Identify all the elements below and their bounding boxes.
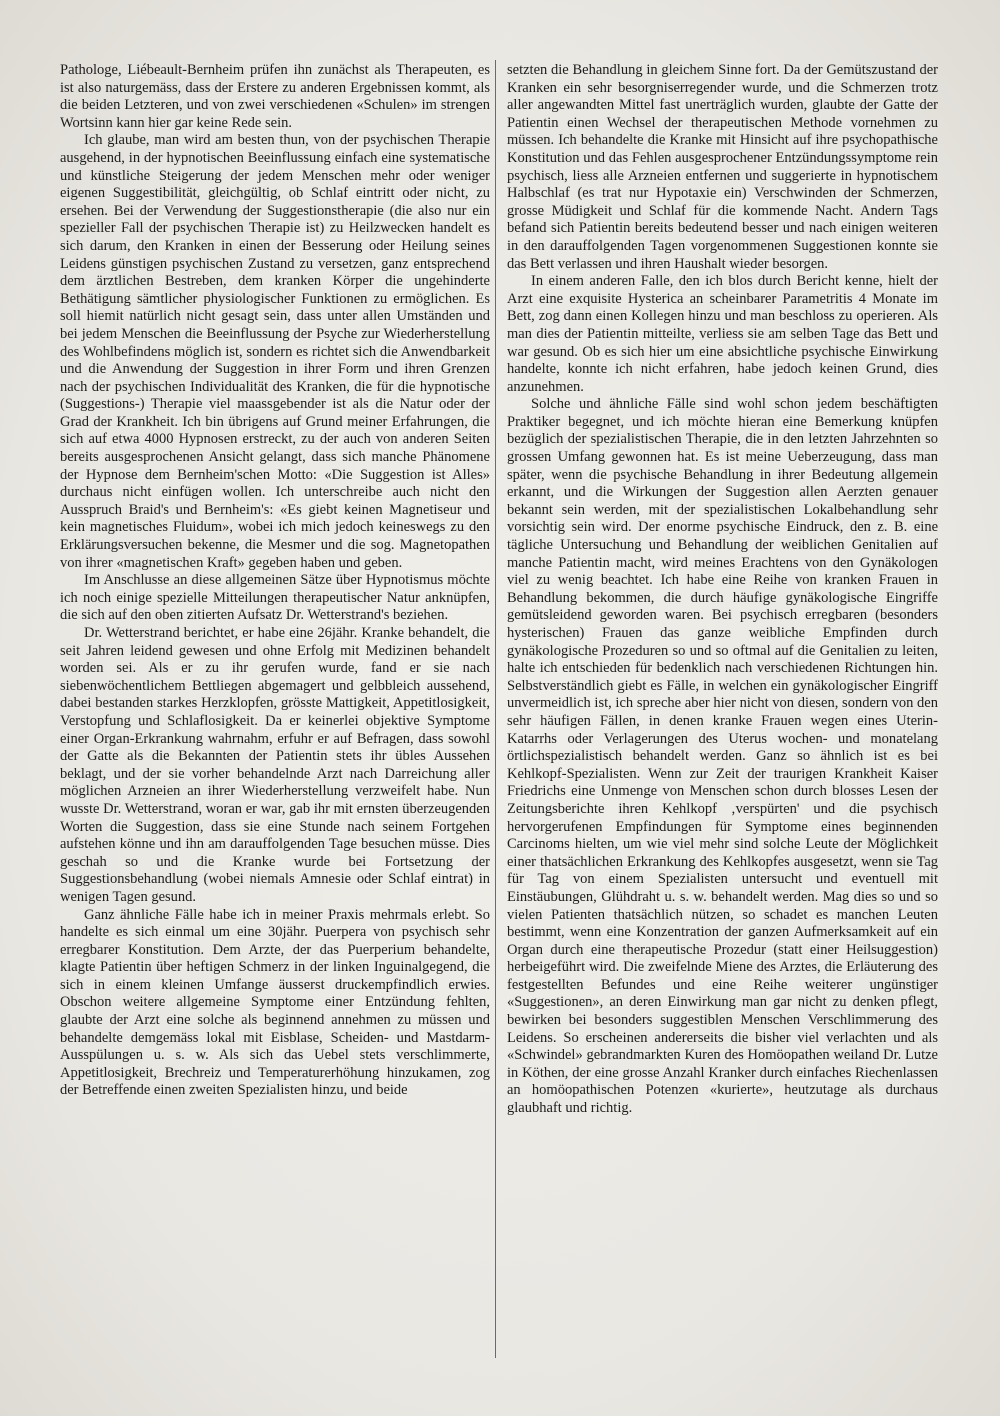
paragraph: Ganz ähnliche Fälle habe ich in meiner Praxis mehrmals erlebt. So handelte es sich einmal um eine 30jähr. Puerpera von psychisch sehr erregbarer Konstitution. Dem Arzte, der das Puerperium behandelte, klagte Patientin über heftigen Schmerz in der linken Inguinalgegend, die sich in einem kleinen Umfange äusserst druckempfindlich erwies. Obschon weitere allgemeine Symptome einer Entzündung fehlten, glaubte der Arzt eine solche als beginnend annehmen zu müssen und behandelte demgemäss lokal mit Eisblase, Scheiden- und Mastdarm-Ausspülungen u. s. w. Als sich das Uebel stets verschlimmerte, Appetitlosigkeit, Brechreiz und Temperaturerhöhung hinzukamen, zog der Betreffende einen zweiten Spezialisten hinzu, und beide (60, 906, 490, 1099)
paragraph: Solche und ähnliche Fälle sind wohl schon jedem beschäftigten Praktiker begegnet, und ich möchte hieran eine Bemerkung knüpfen bezüglich der spezialistischen Therapie, die in den letzten Jahrzehnten so grossen Umfang gewonnen hat. Es ist meine Ueberzeugung, dass man später, wenn die psychische Behandlung in ihrer Bedeutung allgemein erkannt, und die Wirkungen der Suggestion allen Aerzten genauer bekannt sein werden, mit der spezialistischen Lokalbehandlung sehr vorsichtig sein wird. Der enorme psychische Eindruck, den z. B. eine tägliche Untersuchung und Behandlung der weiblichen Genitalien auf manche Patientin macht, wird meines Erachtens von den Gynäkologen viel zu wenig beachtet. Ich habe eine Reihe von kranken Frauen in Behandlung bekommen, die durch häufige gynäkologische Eingriffe gemütsleidend geworden waren. Bei psychisch erregbaren (besonders hysterischen) Frauen das ganze weibliche Empfinden durch gynäkologische Prozeduren so und so oftmal auf die Genitalien zu leiten, halte ich entschieden für bedenklich nach verschiedenen Richtungen hin. Selbstverständlich giebt es Fälle, in welchen ein gynäkologischer Eingriff unvermeidlich ist, ich spreche aber hier nicht von diesen, sondern von den sehr häufigen Fällen, in denen kranke Frauen wegen eines Uterin-Katarrhs oder Verlagerungen des Uterus wochen- und monatelang örtlichspezialistisch behandelt werden. Ganz so ähnlich ist es bei Kehlkopf-Spezialisten. Wenn zur Zeit der traurigen Krankheit Kaiser Friedrichs eine Unmenge von Menschen schon durch blosses Lesen der Zeitungsberichte ihren Kehlkopf ‚verspürten' und die psychisch hervorgerufenen Empfindungen für Symptome eines beginnenden Carcinoms hielten, um wie viel mehr sind solche Leute der Möglichkeit einer thatsächlichen Erkrankung des Kehlkopfes ausgesetzt, wenn sie Tag für Tag von einem Spezialisten untersucht und eventuell mit Einstäubungen, Glühdraht u. s. w. behandelt werden. Mag dies so und so vielen Patienten thatsächlich nützen, so schadet es manchen Leuten bestimmt, wenn eine Konzentration der ganzen Aufmerksamkeit auf ein Organ durch eine therapeutische Prozedur (statt einer Heilsuggestion) herbeigeführt wird. Die zweifelnde Miene des Arztes, die Erläuterung des festgestellten Befundes und eine Reihe weiterer ungünstiger «Suggestionen», an deren Einwirkung man gar nicht zu denken pflegt, bewirken bei besonders suggestiblen Menschen Verschlimmerung des Leidens. So erscheinen andererseits die bisher viel verlachten und als «Schwindel» gebrandmarkten Kuren des Homöopathen weiland Dr. Lutze in Köthen, der eine grosse Anzahl Kranker durch einfaches Riechenlassen an homöopathischen Potenzen «kurierte», heutzutage als durchaus glaubhaft und richtig. (507, 396, 938, 1117)
column-divider (495, 60, 496, 1358)
right-column (507, 62, 938, 1118)
paragraph: Dr. Wetterstrand berichtet, er habe eine 26jähr. Kranke behandelt, die seit Jahren leidend gewesen und ohne Erfolg mit Medizinen behandelt worden sei. Als er zu ihr gerufen wurde, fand er sie nach siebenwöchentlichem Bettliegen abgemagert und gelbbleich aussehend, dabei bestanden starkes Herzklopfen, grösste Mattigkeit, Appetitlosigkeit, Verstopfung und Schlaflosigkeit. Da er keinerlei objektive Symptome einer Organ-Erkrankung wahrnahm, erfuhr er auf Befragen, dass sowohl der Gatte als die Bekannten der Patientin stets ihr übles Aussehen beklagt, und der sie vorher behandelnde Arzt nach Darreichung aller möglichen Arzneien an ihrer Wiederherstellung verzweifelt habe. Nun wusste Dr. Wetterstrand, woran er war, gab ihr mit ernsten überzeugenden Worten die Suggestion, dass sie eine Stunde nach seinem Fortgehen aufstehen könne und ihn am darauffolgenden Tage besuchen müsse. Dies geschah so und die Kranke wurde bei Fortsetzung der Suggestionsbehandlung (wobei niemals Amnesie oder Schlaf eintrat) in wenigen Tagen gesund. (60, 625, 490, 905)
paragraph: Pathologe, Liébeault-Bernheim prüfen ihn zunächst als Therapeuten, es ist also naturgemäss, dass der Erstere zu anderen Ergebnissen kommt, als die beiden Letzteren, und von zwei verschiedenen «Schulen» im strengen Wortsinn kann hier gar keine Rede sein. (60, 62, 490, 131)
paragraph: In einem anderen Falle, den ich blos durch Bericht kenne, hielt der Arzt eine exquisite Hysterica an scheinbarer Parametritis 4 Monate im Bett, zog dann einen Kollegen hinzu und man beschloss zu operieren. Als man dies der Patientin mitteilte, verliess sie am selben Tage das Bett und war gesund. Ob es sich hier um eine absichtliche psychische Einwirkung handelte, konnte ich nicht erfahren, habe jedoch keinen Grund, dies anzunehmen. (507, 273, 938, 395)
paragraph: Ich glaube, man wird am besten thun, von der psychischen Therapie ausgehend, in der hypnotischen Beeinflussung einfach eine systematische und künstliche Steigerung der jedem Menschen mehr oder weniger eigenen Suggestibilität, gleichgültig, ob Schlaf eintritt oder nicht, zu ersehen. Bei der Verwendung der Suggestionstherapie (die also nur ein spezieller Fall der psychischen Therapie ist) zu Heilzwecken handelt es sich darum, den Kranken in einen der Besserung oder Heilung seines Leidens günstigen psychischen Zustand zu versetzen, ganz entsprechend dem ärztlichen Bestreben, dem kranken Körper die ungehinderte Bethätigung sämtlicher physiologischer Funktionen zu ermöglichen. Es soll hiemit natürlich nicht gesagt sein, dass unter allen Umständen und bei jedem Menschen die Beeinflussung der Psyche zur Wiederherstellung des Wohlbefindens möglich ist, sondern es richtet sich die Anwendbarkeit und die Anwendung der Suggestion in ihrer Form und ihren Grenzen nach der psychischen Individualität des Kranken, die für die hypnotische (Suggestions-) Therapie viel maassgebender ist als die Natur oder der Grad der Krankheit. Ich bin übrigens auf Grund meiner Erfahrungen, die sich auf etwa 4000 Hypnosen erstreckt, zu der auch von anderen Seiten bereits ausgesprochenen Ansicht gelangt, dass sich manche Phänomene der Hypnose dem Bernheim'schen Motto: «Die Suggestion ist Alles» durchaus nicht einfügen wollen. Ich unterschreibe auch nicht den Ausspruch Braid's und Bernheim's: «Es giebt keinen Magnetiseur und kein magnetisches Fluidum», wobei ich mich jedoch keineswegs zu den Erklärungsversuchen bekenne, die Mesmer und die sog. Magnetopathen von ihrer «magnetischen Kraft» gegeben haben und geben. (60, 132, 490, 571)
left-column (60, 62, 490, 1100)
paragraph: setzten die Behandlung in gleichem Sinne fort. Da der Gemütszustand der Kranken ein sehr besorgniserregender wurde, und die Schmerzen trotz aller angewandten Mittel fast unerträglich wurden, glaubte der Gatte der Patientin einen Wechsel der therapeutischen Methode vornehmen zu müssen. Ich behandelte die Kranke mit Hinsicht auf ihre psychopathische Konstitution und das Fehlen ausgesprochener Entzündungssymptome rein psychisch, liess alle Arzneien entfernen und suggerierte in hypnotischem Halbschlaf (es trat nur Hypotaxie ein) Verschwinden der Schmerzen, grosse Müdigkeit und Schlaf für die kommende Nacht. Andern Tags befand sich Patientin bereits bedeutend besser und nach einigen weiteren in den darauffolgenden Tagen vorgenommenen Suggestionen konnte sie das Bett verlassen und ihren Haushalt wieder besorgen. (507, 62, 938, 272)
paragraph: Im Anschlusse an diese allgemeinen Sätze über Hypnotismus möchte ich noch einige spezielle Mitteilungen therapeutischer Natur anknüpfen, die sich auf den oben zitierten Aufsatz Dr. Wetterstrand's beziehen. (60, 572, 490, 624)
